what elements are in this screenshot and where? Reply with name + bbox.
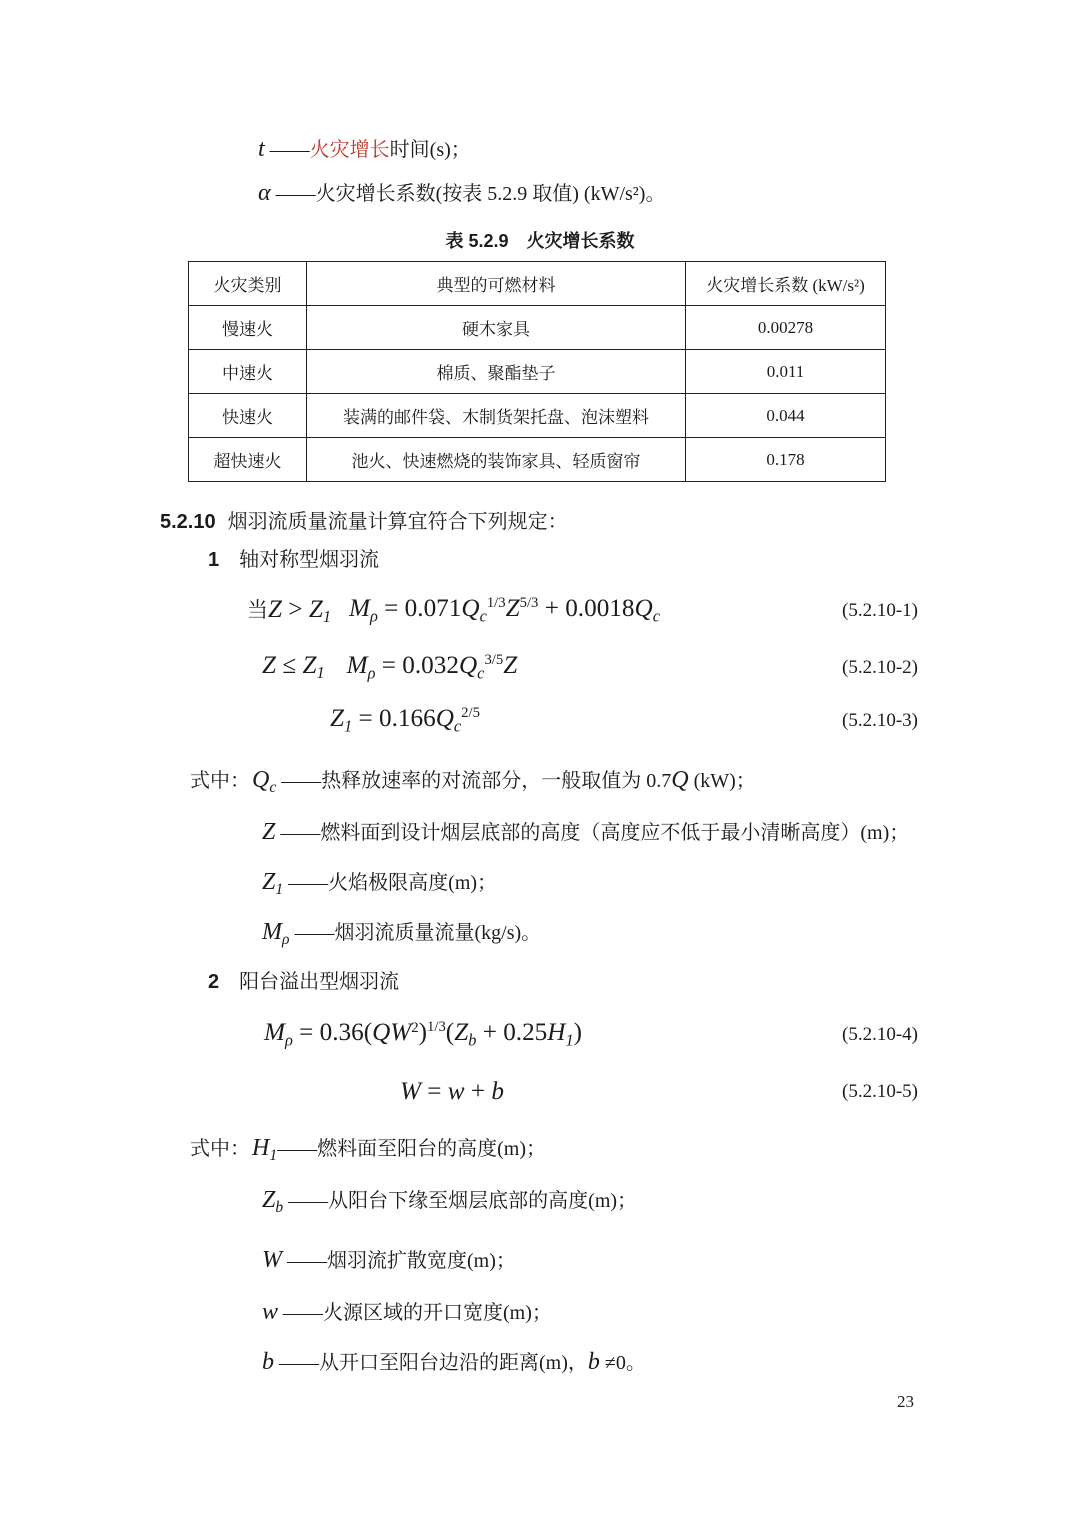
formula-tag: (5.2.10-2) — [842, 657, 918, 678]
definition-w: w ——火源区域的开口宽度(m)； — [262, 1299, 552, 1325]
table-row — [189, 350, 886, 394]
formula-5-2-10-5 — [160, 1072, 920, 1112]
formula-tag: (5.2.10-1) — [842, 600, 918, 621]
cell-coefficient: 0.00278 — [686, 306, 886, 350]
definition-text: $H_1——$燃料面至阳台的高度(m)； — [252, 1135, 547, 1164]
formula-tag: (5.2.10-5) — [842, 1081, 918, 1102]
table-row — [189, 394, 886, 438]
header-growth-coefficient: 火灾增长系数 (kW/s²) — [686, 262, 886, 306]
header-fire-category: 火灾类别 — [189, 262, 307, 306]
formula-expression: $M_\rho = 0.36(QW^2)^{1/3}(Z_b + 0.25H_1)$ — [264, 1019, 583, 1050]
definition-M-rho: $M_\rho$ ——烟羽流质量流量(kg/s)。 — [262, 919, 542, 948]
formula-5-2-10-1 — [160, 588, 920, 634]
section-title: 烟羽流质量流量计算宜符合下列规定： — [227, 511, 568, 533]
definition-b: b ——从开口至阳台边沿的距离(m)，b ≠0。 — [262, 1349, 646, 1375]
cell-materials: 装满的邮件袋、木制货架托盘、泡沫塑料 — [307, 394, 686, 438]
table-row — [189, 306, 886, 350]
cell-coefficient: 0.011 — [686, 350, 886, 394]
cell-coefficient: 0.178 — [686, 438, 886, 482]
definition-W: W ——烟羽流扩散宽度(m)； — [262, 1247, 516, 1273]
formula-tag: (5.2.10-3) — [842, 710, 918, 731]
table-caption-title: 火灾增长系数 — [526, 231, 635, 251]
shizhong-label: 式中： — [190, 1138, 250, 1160]
item-label: 轴对称型烟羽流 — [239, 549, 380, 571]
formula-expression: $M_\rho = 0.071Q_c^{1/3}Z^{5/3} + 0.0018Q_c$ — [349, 595, 660, 626]
item-label: 阳台溢出型烟羽流 — [239, 971, 400, 993]
cell-category: 中速火 — [189, 350, 307, 394]
variable-definition-alpha: α ——火灾增长系数(按表 5.2.9 取值) (kW/s²)。 — [258, 180, 666, 206]
definition-H1 — [190, 1130, 920, 1166]
definition-Qc — [190, 762, 920, 798]
item-number: 2 — [208, 971, 220, 993]
table-header-row — [189, 262, 886, 306]
table-caption-number: 表 5.2.9 — [445, 231, 509, 251]
fire-growth-coefficient-table — [188, 261, 886, 482]
cell-materials: 池火、快速燃烧的装饰家具、轻质窗帘 — [307, 438, 686, 482]
cell-category: 快速火 — [189, 394, 307, 438]
definition-text: $Q_c$ ——热释放速率的对流部分，一般取值为 0.7Q (kW)； — [252, 767, 756, 796]
list-item-2-balcony-spill-plume — [208, 968, 920, 996]
cell-category: 慢速火 — [189, 306, 307, 350]
formula-tag: (5.2.10-4) — [842, 1024, 918, 1045]
cell-category: 超快速火 — [189, 438, 307, 482]
formula-expression: $Z_1 = 0.166Q_c^{2/5}$ — [330, 705, 480, 736]
shizhong-label: 式中： — [190, 770, 250, 792]
formula-expression: W = w + b — [400, 1078, 505, 1105]
section-number: 5.2.10 — [160, 511, 216, 533]
header-typical-materials: 典型的可燃材料 — [307, 262, 686, 306]
page-number: 23 — [897, 1392, 914, 1411]
definition-Z1: $Z_1$ ——火焰极限高度(m)； — [262, 869, 498, 898]
cell-coefficient: 0.044 — [686, 394, 886, 438]
formula-5-2-10-4 — [160, 1012, 920, 1058]
formula-condition: $Z \le Z_1$ — [262, 652, 325, 683]
cell-materials: 硬木家具 — [307, 306, 686, 350]
formula-5-2-10-2 — [160, 647, 920, 689]
item-number: 1 — [208, 549, 220, 571]
section-5-2-10-heading — [160, 508, 920, 536]
table-caption — [160, 228, 920, 255]
table-row — [189, 438, 886, 482]
definition-Zb: $Z_b$ ——从阳台下缘至烟层底部的高度(m)； — [262, 1187, 638, 1216]
variable-definition-t: t ——火灾增长时间(s)； — [258, 136, 471, 162]
formula-5-2-10-3 — [160, 700, 920, 742]
cell-materials: 棉质、聚酯垫子 — [307, 350, 686, 394]
formula-expression: $M_\rho = 0.032Q_c^{3/5}Z$ — [346, 652, 518, 683]
formula-condition: 当$Z > Z_1$ — [247, 596, 332, 627]
definition-Z: Z ——燃料面到设计烟层底部的高度（高度应不低于最小清晰高度）(m)； — [262, 819, 910, 845]
list-item-1-axisymmetric-plume — [208, 546, 920, 574]
